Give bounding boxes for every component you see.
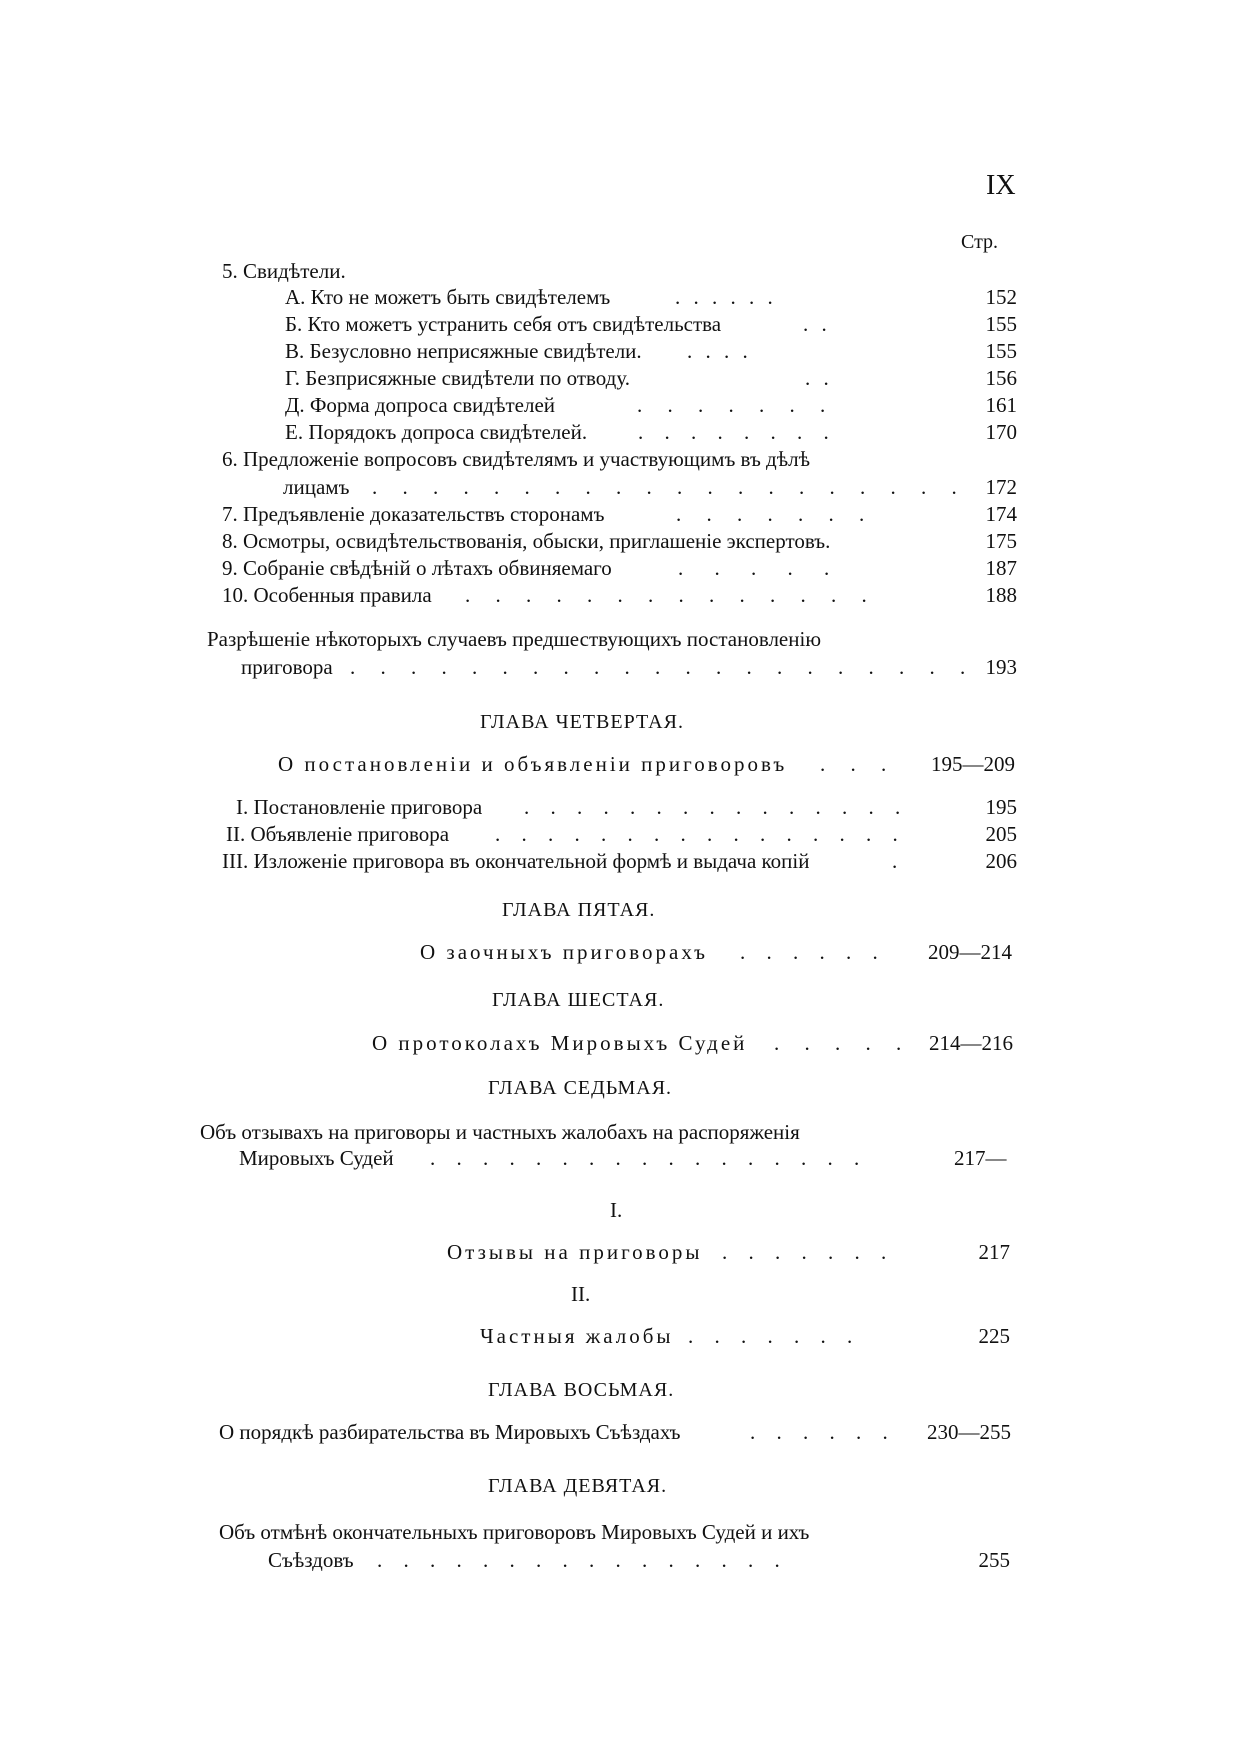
chapter-7-title-line1: Объ отзывахъ на приговоры и частныхъ жалобахъ на распоряженія	[200, 1120, 800, 1144]
toc-entry-9-leader: . . . . .	[678, 556, 843, 580]
toc-entry-4-3-page: 206	[985, 849, 1017, 873]
chapter-9-title-leader: . . . . . . . . . . . . . . . .	[377, 1548, 788, 1572]
toc-entry-4-2-label: II. Объявленіе приговора	[226, 822, 450, 846]
toc-entry-10-page: 188	[985, 583, 1017, 607]
toc-entry-5g-leader: . .	[805, 366, 833, 390]
chapter-7-part-2-leader: . . . . . . .	[688, 1324, 861, 1348]
toc-entry-6-line1: 6. Предложеніе вопросовъ свидѣтелямъ и участвующимъ въ дѣлѣ	[222, 447, 811, 471]
chapter-6-subtitle: О протоколахъ Мировыхъ Судей	[372, 1031, 748, 1055]
chapter-5-subtitle-leader: . . . . . .	[740, 940, 886, 964]
toc-entry-7-leader: . . . . . . .	[676, 502, 875, 526]
chapter-7-part-1-number: I.	[610, 1198, 623, 1222]
toc-entry-9-label: 9. Собраніе свѣдѣній о лѣтахъ обвиняемаго	[222, 556, 612, 580]
chapter-7-part-1-page: 217	[978, 1240, 1010, 1264]
toc-entry-5e-leader: . . . . . . . .	[638, 420, 837, 444]
toc-entry-5b-page: 155	[985, 312, 1017, 336]
chapter-7-part-2-title: Частныя жалобы	[480, 1324, 674, 1348]
toc-entry-6-leader: . . . . . . . . . . . . . . . . . . . .	[372, 475, 967, 499]
toc-entry-8-label: 8. Осмотры, освидѣтельствованія, обыски, приглашеніе экспертовъ.	[222, 529, 831, 553]
toc-entry-5d-leader: . . . . . . .	[637, 393, 836, 417]
chapter-7-heading: ГЛАВА СЕДЬМАЯ.	[488, 1077, 673, 1099]
chapter-7-title-leader: . . . . . . . . . . . . . . . . .	[430, 1146, 868, 1170]
toc-entry-resolution-page: 193	[985, 655, 1017, 679]
chapter-6-pages: 214—216	[929, 1031, 1013, 1055]
toc-entry-5g-label: Г. Безприсяжные свидѣтели по отводу.	[285, 366, 631, 390]
toc-entry-5b-label: Б. Кто можетъ устранить себя отъ свидѣтельства	[285, 312, 722, 336]
toc-entry-4-1-page: 195	[985, 795, 1017, 819]
toc-entry-5a-label: А. Кто не можетъ быть свидѣтелемъ	[285, 285, 611, 309]
toc-entry-4-2-leader: . . . . . . . . . . . . . . . .	[495, 822, 906, 846]
chapter-4-heading: ГЛАВА ЧЕТВЕРТАЯ.	[480, 711, 684, 733]
chapter-7-pages: 217—	[954, 1146, 1007, 1170]
chapter-5-heading: ГЛАВА ПЯТАЯ.	[502, 899, 656, 921]
chapter-8-subtitle-leader: . . . . . .	[750, 1420, 896, 1444]
toc-entry-5a-page: 152	[985, 285, 1017, 309]
chapter-7-part-1-title: Отзывы на приговоры	[447, 1240, 703, 1264]
toc-entry-5b-leader: . .	[803, 312, 831, 336]
chapter-4-pages: 195—209	[931, 752, 1015, 776]
chapter-9-heading: ГЛАВА ДЕВЯТАЯ.	[488, 1475, 668, 1497]
toc-entry-10-label: 10. Особенныя правила	[222, 583, 432, 607]
toc-entry-9-page: 187	[985, 556, 1017, 580]
chapter-8-subtitle: О порядкѣ разбирательства въ Мировыхъ Съѣздахъ	[219, 1420, 681, 1444]
toc-entry-resolution-line1: Разрѣшеніе нѣкоторыхъ случаевъ предшествующихъ постановленію	[207, 627, 822, 651]
toc-entry-4-2-page: 205	[985, 822, 1017, 846]
toc-entry-5e-page: 170	[985, 420, 1017, 444]
chapter-9-title-line2: Съѣздовъ	[268, 1548, 354, 1572]
toc-entry-4-1-leader: . . . . . . . . . . . . . . .	[524, 795, 909, 819]
chapter-6-subtitle-leader: . . . . .	[774, 1031, 912, 1055]
toc-entry-4-1-label: I. Постановленіе приговора	[236, 795, 483, 819]
toc-entry-5e-label: Е. Порядокъ допроса свидѣтелей.	[285, 420, 588, 444]
chapter-4-subtitle: О постановленіи и объявленіи приговоровъ	[278, 752, 788, 776]
chapter-9-page: 255	[978, 1548, 1010, 1572]
chapter-7-title-line2: Мировыхъ Судей	[239, 1146, 394, 1170]
toc-entry-resolution-line2: приговора	[241, 655, 333, 679]
toc-entry-5d-page: 161	[985, 393, 1017, 417]
toc-entry-5v-label: В. Безусловно неприсяжные свидѣтели.	[285, 339, 642, 363]
toc-entry-4-3-label: III. Изложеніе приговора въ окончательной формѣ и выдача копій	[222, 849, 810, 873]
section-5-title: 5. Свидѣтели.	[222, 259, 346, 283]
chapter-8-pages: 230—255	[927, 1420, 1011, 1444]
chapter-4-subtitle-leader: . . .	[820, 752, 897, 776]
chapter-8-heading: ГЛАВА ВОСЬМАЯ.	[488, 1379, 675, 1401]
toc-entry-5v-page: 155	[985, 339, 1017, 363]
chapter-6-heading: ГЛАВА ШЕСТАЯ.	[492, 989, 665, 1011]
toc-entry-5v-leader: . . . .	[687, 339, 752, 363]
toc-entry-7-label: 7. Предъявленіе доказательствъ сторонамъ	[222, 502, 605, 526]
chapter-7-part-2-page: 225	[978, 1324, 1010, 1348]
toc-entry-6-line2: лицамъ	[283, 475, 350, 499]
chapter-5-subtitle-text: О заочныхъ приговорахъ	[420, 940, 708, 964]
toc-entry-6-page: 172	[985, 475, 1017, 499]
toc-entry-10-leader: . . . . . . . . . . . . . .	[465, 583, 877, 607]
page-column-label: Стр.	[961, 231, 999, 253]
chapter-7-part-2-number: II.	[571, 1282, 591, 1306]
toc-entry-resolution-leader: . . . . . . . . . . . . . . . . . . . . .	[350, 655, 976, 679]
page-number: IX	[986, 170, 1016, 201]
chapter-9-title-line1: Объ отмѣнѣ окончательныхъ приговоровъ Мировыхъ Судей и ихъ	[219, 1520, 810, 1544]
toc-entry-8-page: 175	[985, 529, 1017, 553]
toc-entry-5g-page: 156	[985, 366, 1017, 390]
toc-entry-4-3-leader: .	[892, 849, 911, 873]
chapter-7-part-1-leader: . . . . . . .	[722, 1240, 895, 1264]
toc-entry-7-page: 174	[985, 502, 1017, 526]
toc-entry-5a-leader: . . . . . .	[675, 285, 777, 309]
chapter-5-pages: 209—214	[928, 940, 1012, 964]
toc-entry-5d-label: Д. Форма допроса свидѣтелей	[285, 393, 556, 417]
